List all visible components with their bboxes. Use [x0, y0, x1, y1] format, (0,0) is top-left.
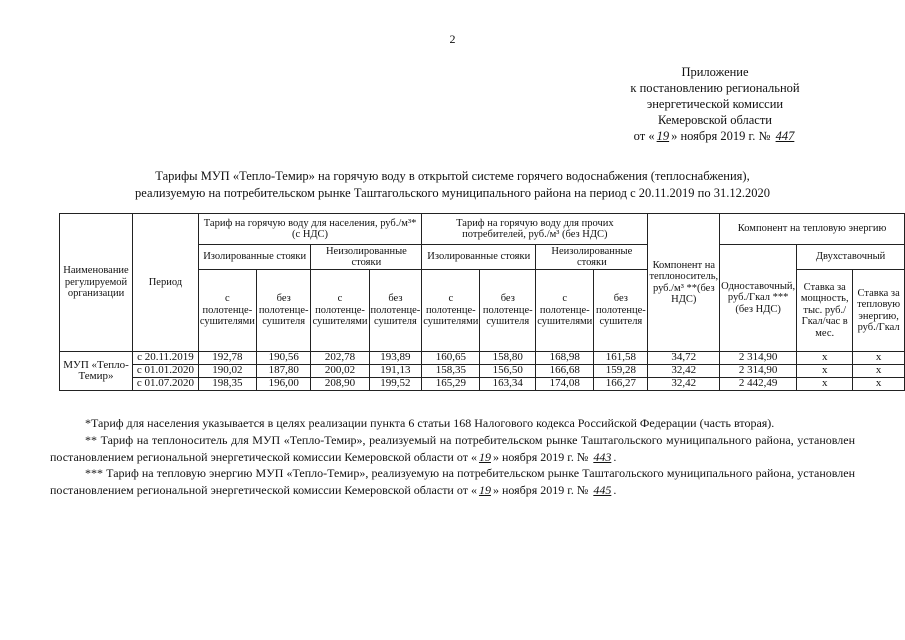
appendix-line-1: Приложение — [681, 65, 749, 79]
header-nonisolated-pop: Неизолированные стояки — [311, 245, 422, 270]
single-rate-cell: 2 314,90 — [720, 365, 797, 378]
value-cell: 187,80 — [256, 365, 311, 378]
value-cell: 202,78 — [311, 352, 369, 365]
footnote-2-text: ** Тариф на теплоноситель для МУП «Тепло-Темир», реализуемый на потребительском рынке Таштагольского муниципального района, установлен постановлением региональной энергетической комиссии Кемеровской области — [50, 432, 855, 464]
header-energy-rate: Ставка за тепловую энергию, руб./Гкал — [853, 270, 905, 352]
header-without-dryers: без полотенце-сушителя — [256, 270, 311, 352]
footnote-1: *Тариф для населения указывается в целях реализации пункта 6 статьи 168 Налогового кодекса Российской Федерации (часть вторая). — [85, 416, 775, 430]
value-cell: 163,34 — [480, 378, 536, 391]
value-cell: 190,02 — [198, 365, 256, 378]
footnote-3-end: . — [613, 483, 617, 498]
value-cell: 158,80 — [480, 352, 536, 365]
footnote-3-date-mid: » ноября 2019 г. № — [492, 483, 589, 498]
carrier-cell: 32,42 — [648, 365, 720, 378]
energy-rate-cell: х — [853, 365, 905, 378]
footnote-2-handwritten-number: 443 — [593, 449, 612, 464]
header-carrier-component: Компонент на теплоноситель, руб./м³ **(без НДС) — [648, 214, 720, 352]
value-cell: 166,68 — [536, 365, 594, 378]
period-cell: с 01.01.2020 — [133, 365, 199, 378]
header-energy-component: Компонент на тепловую энергию — [720, 214, 905, 245]
header-two-rate: Двухставочный — [797, 245, 905, 270]
header-period: Период — [133, 214, 199, 352]
capacity-cell: х — [797, 365, 853, 378]
footnote-3-date-prefix: от « — [456, 483, 477, 498]
footnote-2-handwritten-day: 19 — [478, 449, 491, 464]
value-cell: 199,52 — [369, 378, 422, 391]
single-rate-cell: 2 442,49 — [720, 378, 797, 391]
handwritten-doc-number: 447 — [775, 129, 795, 143]
value-cell: 193,89 — [369, 352, 422, 365]
footnote-2-end: . — [613, 449, 617, 464]
appendix-line-4: Кемеровской области — [657, 113, 773, 127]
value-cell: 198,35 — [198, 378, 256, 391]
header-with-dryers: с полотенце-сушителями — [422, 270, 480, 352]
handwritten-day: 19 — [656, 129, 670, 143]
footnotes — [50, 415, 855, 499]
capacity-cell: х — [797, 378, 853, 391]
table-row — [60, 365, 905, 378]
footnote-3-handwritten-number: 445 — [593, 483, 612, 498]
value-cell: 196,00 — [256, 378, 311, 391]
header-with-dryers: с полотенце-сушителями — [536, 270, 594, 352]
period-cell: с 01.07.2020 — [133, 378, 199, 391]
date-month-year: » ноября 2019 г. № — [671, 129, 771, 143]
table-row — [60, 378, 905, 391]
value-cell: 200,02 — [311, 365, 369, 378]
header-nonisolated-other: Неизолированные стояки — [536, 245, 648, 270]
header-with-dryers: с полотенце-сушителями — [198, 270, 256, 352]
header-without-dryers: без полотенце-сушителя — [594, 270, 648, 352]
header-isolated-pop: Изолированные стояки — [198, 245, 311, 270]
value-cell: 161,58 — [594, 352, 648, 365]
document-title — [60, 168, 845, 202]
value-cell: 165,29 — [422, 378, 480, 391]
header-isolated-other: Изолированные стояки — [422, 245, 536, 270]
footnote-3-handwritten-day: 19 — [478, 483, 491, 498]
footnote-2-date-mid: » ноября 2019 г. № — [492, 449, 589, 464]
value-cell: 174,08 — [536, 378, 594, 391]
table-row — [60, 352, 905, 365]
period-cell: с 20.11.2019 — [133, 352, 199, 365]
footnote-2-date-prefix: от « — [456, 449, 477, 464]
header-organization: Наименование регулируемой организации — [60, 214, 133, 352]
title-line-2: реализуемую на потребительском рынке Таштагольского муниципального района на период с 20.11.2019 по 31.12.2020 — [135, 186, 770, 200]
header-other-consumers-tariff: Тариф на горячую воду для прочих потребителей, руб./м³ (без НДС) — [422, 214, 648, 245]
footnote-3-text: *** Тариф на тепловую энергию МУП «Тепло-Темир», реализуемую на потребительском рынке Таштагольского муниципального района, установлен постановлением региональной энергетической комиссии Кемеровской области — [50, 466, 855, 498]
single-rate-cell: 2 314,90 — [720, 352, 797, 365]
value-cell: 158,35 — [422, 365, 480, 378]
date-prefix: от « — [633, 129, 655, 143]
header-with-dryers: с полотенце-сушителями — [311, 270, 369, 352]
value-cell: 168,98 — [536, 352, 594, 365]
value-cell: 192,78 — [198, 352, 256, 365]
header-population-tariff: Тариф на горячую воду для населения, руб./м³* (с НДС) — [198, 214, 421, 245]
footnote-2 — [50, 432, 855, 466]
title-line-1: Тарифы МУП «Тепло-Темир» на горячую воду в открытой системе горячего водоснабжения (теплоснабжения), — [155, 169, 750, 183]
appendix-line-3: энергетической комиссии — [646, 97, 784, 111]
energy-rate-cell: х — [853, 378, 905, 391]
tariff-table — [59, 213, 905, 391]
page-number: 2 — [449, 32, 456, 46]
value-cell: 159,28 — [594, 365, 648, 378]
value-cell: 156,50 — [480, 365, 536, 378]
appendix-line-2: к постановлению региональной — [630, 81, 800, 95]
energy-rate-cell: х — [853, 352, 905, 365]
appendix-header — [585, 64, 845, 144]
header-without-dryers: без полотенце-сушителя — [480, 270, 536, 352]
value-cell: 208,90 — [311, 378, 369, 391]
footnote-3 — [50, 465, 855, 499]
appendix-date-line — [585, 128, 845, 144]
carrier-cell: 34,72 — [648, 352, 720, 365]
value-cell: 166,27 — [594, 378, 648, 391]
value-cell: 191,13 — [369, 365, 422, 378]
header-single-rate: Одноставочный, руб./Гкал *** (без НДС) — [720, 245, 797, 352]
header-without-dryers: без полотенце-сушителя — [369, 270, 422, 352]
value-cell: 190,56 — [256, 352, 311, 365]
value-cell: 160,65 — [422, 352, 480, 365]
header-capacity-rate: Ставка за мощность, тыс. руб./Гкал/час в мес. — [797, 270, 853, 352]
carrier-cell: 32,42 — [648, 378, 720, 391]
capacity-cell: х — [797, 352, 853, 365]
organization-name: МУП «Тепло-Темир» — [60, 352, 133, 391]
